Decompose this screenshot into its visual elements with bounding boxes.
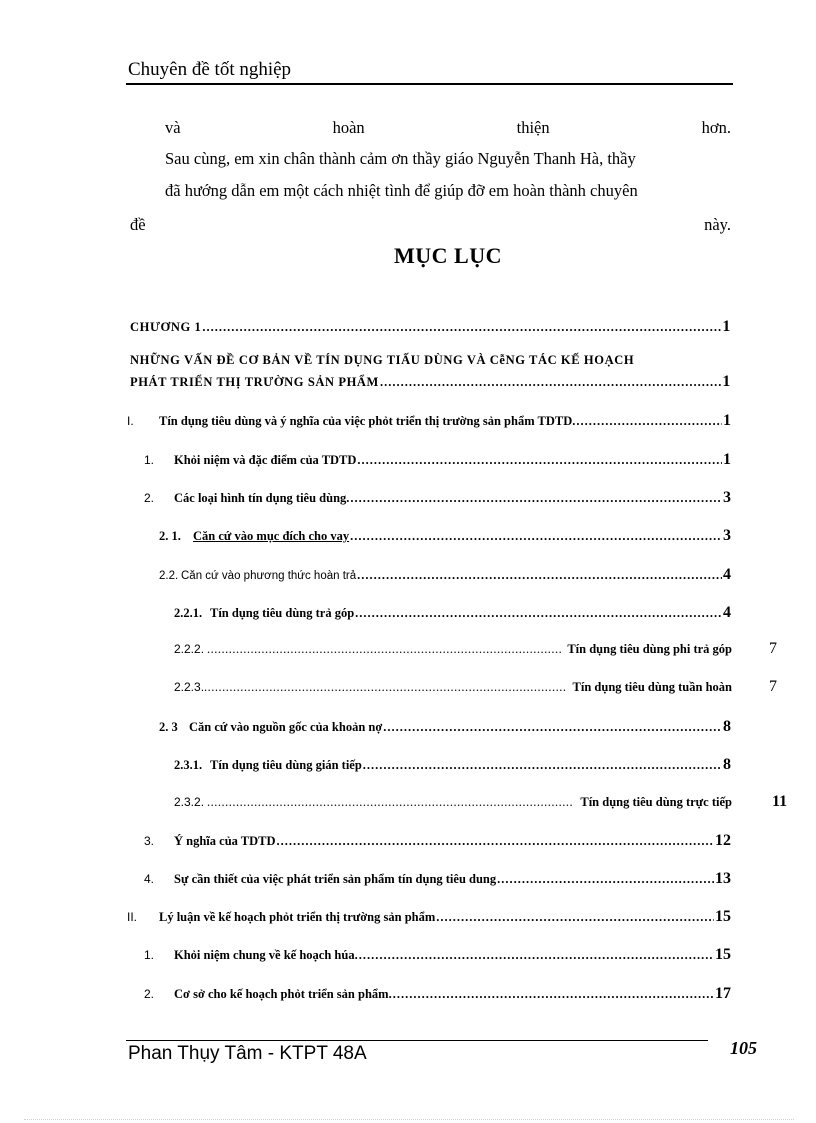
toc-title [0,243,816,269]
toc-entry[interactable] [174,642,732,657]
toc-leader [383,720,722,735]
toc-entry[interactable] [174,604,731,622]
toc-entry-page: 7 [769,678,777,695]
intro-line-1 [165,118,731,138]
toc-entry-page: 3 [723,527,731,544]
toc-leader [380,371,721,393]
toc-entry-label: Căn cứ vào phương thức hoàn trả [181,570,357,582]
toc-leader [393,987,714,1002]
intro-word: hoàn [332,118,365,137]
toc-entry-page: 15 [715,908,731,925]
toc-entry[interactable] [144,946,731,964]
toc-leader [357,453,722,468]
toc-entry[interactable] [174,795,732,810]
toc-entry-number: 2.2.3. [174,680,205,694]
intro-line-4 [130,215,731,235]
toc-entry-number: 2. [144,987,155,1001]
toc-entry[interactable] [127,908,731,926]
toc-leader [207,795,574,810]
intro-word: hơn. [701,118,731,137]
intro-word: và [165,118,181,137]
toc-entry-page: 11 [772,793,788,810]
toc-entry-page: 12 [715,832,731,849]
toc-entry-label: Căn cứ vào nguồn gốc của khoản nợ [189,720,383,734]
intro-line-2: Sau cùng, em xin chân thành cảm ơn thầy giáo Nguyễn Thanh Hà, thầy [165,149,636,168]
intro-line-3: đã hướng dẫn em một cách nhiệt tình để giúp đỡ em hoàn thành chuyên [165,181,638,200]
toc-entry-number: I. [127,414,134,428]
toc-entry-page: 3 [723,489,731,506]
toc-entry-page: 4 [723,604,731,621]
toc-entry-number: 2.2. [159,570,179,582]
toc-entry[interactable] [144,985,731,1003]
header-rule [126,83,733,85]
toc-entry-page: 8 [723,718,731,735]
toc-entry[interactable] [174,756,731,774]
footer-rule [126,1040,708,1041]
toc-entry-number: 3. [144,834,155,848]
toc-entry-label: Sự cần thiết của việc phát triển sản phẩm tín dụng tiêu dung [174,872,497,886]
toc-entry-label: Tín dụng tiêu dùng phi trả góp [567,642,732,656]
toc-entry-label: NHỮNG VẤN ĐỀ CƠ BẢN VỀ TÍN DỤNG TIẤU DÙNG VÀ CễNG TÁC KẾ HOẠCH [130,353,635,367]
toc-leader [576,414,722,429]
footer-page-number: 105 [730,1038,757,1058]
toc-entry-label: Lý luận về kế hoạch phỏt triển thị trường sản phẩm [159,910,436,924]
toc-entry-label: Ý nghĩa của TDTD [174,834,276,848]
toc-entry[interactable] [127,412,731,430]
toc-entry-label: Tín dụng tiêu dùng trực tiếp [580,795,732,809]
toc-entry[interactable] [174,680,732,695]
toc-title-text: MỤC LỤC [394,243,502,268]
toc-leader [202,320,721,335]
toc-entry-page: 17 [715,985,731,1002]
toc-entry[interactable] [144,832,731,850]
footer-author: Phan Thụy Tâm - KTPT 48A [128,1043,367,1064]
toc-entry-page: 1 [722,318,731,335]
toc-entry-number: 2. 3 [159,720,178,734]
toc-entry-label: Tín dụng tiêu dùng và ý nghĩa của việc phỏt triển thị trường sản phẩm TDTD. [159,414,576,428]
toc-entry-label: Các loại hình tín dụng tiêu dùng. [174,491,350,505]
toc-entry-label: Tín dụng tiêu dùng tuần hoàn [572,680,732,694]
toc-leader [350,529,722,544]
toc-entry[interactable] [130,318,731,336]
toc-entry-page: 13 [715,870,731,887]
toc-entry-label: Tín dụng tiêu dùng trả góp [210,606,355,620]
toc-entry[interactable] [144,451,731,469]
toc-entry-label: Căn cứ vào mục đích cho vay [193,529,350,543]
toc-leader [350,491,722,506]
toc-entry-number: 1. [144,453,155,467]
intro-word: đề [130,215,146,234]
toc-entry-label: CHƯƠNG 1 [130,320,202,334]
toc-leader [357,568,722,583]
toc-entry-number: II. [127,910,138,924]
toc-leader [204,680,567,695]
toc-entry-number: 2.3.1. [174,758,203,772]
toc-entry-page: 8 [723,756,731,773]
toc-entry-label: Tín dụng tiêu dùng gián tiếp [210,758,362,772]
toc-entry-number: 2.2.1. [174,606,203,620]
toc-entry-number: 4. [144,872,155,886]
toc-leader [207,642,561,657]
toc-entry[interactable] [144,489,731,507]
toc-entry-label: Cơ sở cho kế hoạch phỏt triển sản phẩm. [174,987,392,1001]
header-title: Chuyên đề tốt nghiệp [128,59,292,80]
toc-entry-page: 15 [715,946,731,963]
toc-leader [363,758,722,773]
toc-entry[interactable] [159,527,731,545]
toc-leader [436,910,714,925]
toc-entry-number: 2. [144,491,155,505]
toc-entry-page: 7 [769,640,777,657]
toc-entry-number: 2.3.2. [174,795,205,809]
toc-entry[interactable] [159,566,731,584]
intro-word: này. [704,215,731,234]
toc-leader [497,872,714,887]
toc-entry-page: 4 [723,566,731,583]
toc-entry-label: PHÁT TRIỂN THỊ TRƯỜNG SẢN PHẨM [130,375,379,389]
toc-entry-label: Khỏi niệm chung về kế hoạch húa. [174,948,358,962]
toc-entry-number: 2. 1. [159,529,181,543]
toc-leader [359,948,714,963]
toc-entry-label: Khỏi niệm và đặc điểm của TDTD [174,453,357,467]
toc-leader [355,606,722,621]
toc-entry[interactable] [144,870,731,888]
toc-entry-number: 1. [144,948,155,962]
toc-entry-number: 2.2.2. [174,642,205,656]
intro-word: thiện [516,118,550,137]
page-edge-divider [24,1119,794,1120]
toc-entry[interactable] [130,349,731,393]
toc-entry[interactable] [159,718,731,736]
toc-entry-page: 1 [723,412,731,429]
toc-leader [277,834,714,849]
toc-entry-page: 1 [723,451,731,468]
toc-entry-page: 1 [722,373,731,390]
